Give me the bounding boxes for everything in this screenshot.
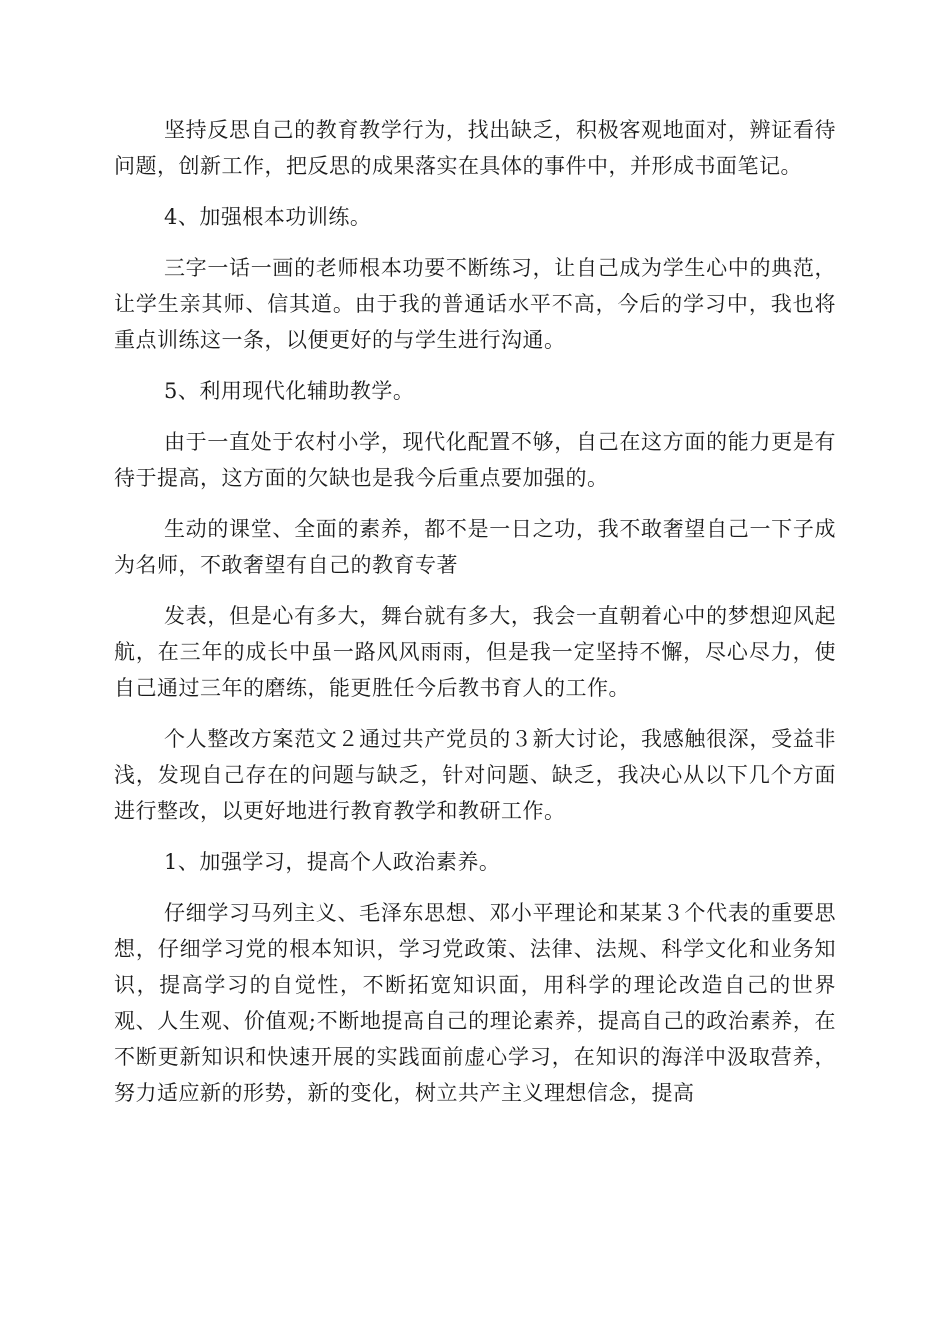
paragraph-rectification-intro: 个人整改方案范文２通过共产党员的３新大讨论，我感触很深，受益非浅，发现自己存在的问题与缺乏，针对问题、缺乏，我决心从以下几个方面进行整改，以更好地进行教育教学和教研工作。 <box>114 727 836 823</box>
heading-modern-teaching: 5、利用现代化辅助教学。 <box>164 379 415 403</box>
paragraph-perseverance: 发表，但是心有多大，舞台就有多大，我会一直朝着心中的梦想迎风起航，在三年的成长中虽一路风风雨雨，但是我一定坚持不懈，尽心尽力，使自己通过三年的磨练，能更胜任今后教书育人的工作。 <box>114 604 836 700</box>
paragraph-reflection: 坚持反思自己的教育教学行为，找出缺乏，积极客观地面对，辨证看待问题，创新工作，把反思的成果落实在具体的事件中，并形成书面笔记。 <box>114 118 836 178</box>
heading-basic-skills: 4、加强根本功训练。 <box>164 205 372 229</box>
paragraph-basic-skills: 三字一话一画的老师根本功要不断练习，让自己成为学生心中的典范，让学生亲其师、信其道。由于我的普通话水平不高，今后的学习中，我也将重点训练这一条，以便更好的与学生进行沟通。 <box>114 256 836 352</box>
paragraph-modern-teaching: 由于一直处于农村小学，现代化配置不够，自己在这方面的能力更是有待于提高，这方面的欠缺也是我今后重点要加强的。 <box>114 430 836 490</box>
document-page <box>114 112 836 1111</box>
heading-political-study: 1、加强学习，提高个人政治素养。 <box>164 850 501 874</box>
paragraph-political-study: 仔细学习马列主义、毛泽东思想、邓小平理论和某某３个代表的重要思想，仔细学习党的根本知识，学习党政策、法律、法规、科学文化和业务知识，提高学习的自觉性，不断拓宽知识面，用科学的理论改造自己的世界观、人生观、价值观;不断地提高自己的理论素养，提高自己的政治素养，在不断更新知识和快速开展的实践面前虚心学习，在知识的海洋中汲取营养，努力适应新的形势，新的变化，树立共产主义理想信念，提高 <box>114 901 836 1105</box>
paragraph-aspiration: 生动的课堂、全面的素养，都不是一日之功，我不敢奢望自己一下子成为名师，不敢奢望有自己的教育专著 <box>114 517 836 577</box>
